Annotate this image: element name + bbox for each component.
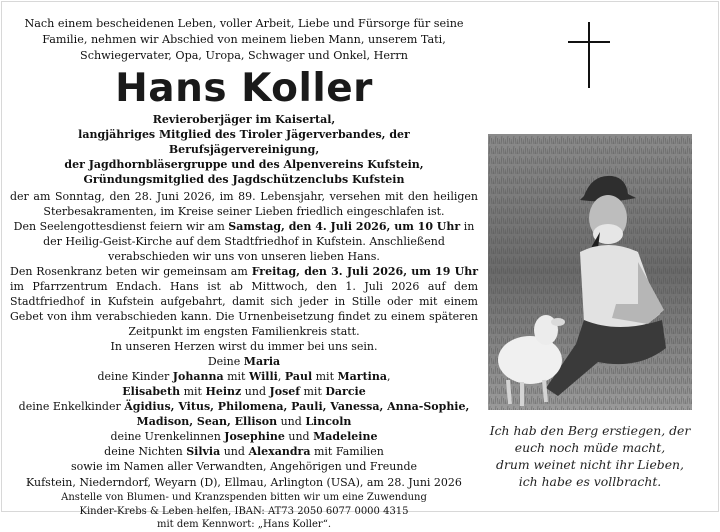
label: deine Enkelkinder [18,400,125,413]
deceased-name: Hans Koller [115,66,373,111]
connector: , [386,370,391,383]
person-name: Willi [248,370,278,383]
family-kids-2 [10,384,478,399]
connector: und [284,430,314,443]
intro-text [10,16,478,64]
lamb-ear [551,318,565,326]
place-date: Kufstein, Niederndorf, Weyarn (D), Ellmau, Arlington (USA), am 28. Juni 2026 [26,476,462,489]
intro-line: Nach einem bescheidenen Leben, voller Arbeit, Liebe und Fürsorge für seine [24,17,464,30]
family-grandchildren-2 [10,414,478,429]
hearts-line: In unseren Herzen wirst du immer bei uns sein. [110,340,378,353]
portrait-photo [488,134,692,410]
person-name: Josephine [224,430,285,443]
person-name: Heinz [205,385,242,398]
title-line: Revieroberjäger im Kaisertal, [152,113,336,126]
title-line: der Jagdhornbläsergruppe und des Alpenvereins Kufstein, [64,158,424,171]
connector: , [277,370,285,383]
connector: mit [300,385,326,398]
rosary-date: Freitag, den 3. Juli 2026, um 19 Uhr [251,265,479,278]
connector: mit [312,370,338,383]
cross-vertical [588,22,590,88]
label: deine Kinder [97,370,173,383]
rosary-info [10,264,478,339]
cross-icon [568,22,610,88]
donation-line: mit dem Kennwort: „Hans Koller“. [156,519,331,530]
person-name: Elisabeth [122,385,181,398]
intro-line: Schwiegervater, Opa, Uropa, Schwager und Onkel, Herrn [80,49,408,62]
lamb-body [498,336,562,384]
quote-line: euch noch müde macht, [514,440,666,455]
titles-block [10,112,478,187]
connector: mit [180,385,206,398]
title-line: langjähriges Mitglied des Tiroler Jägerverbandes, der Berufsjägervereinigung, [78,128,410,156]
person-name: Ägidius, Vitus, Philomena, Pauli, Vanessa, Anna-Sophie, [124,400,470,413]
memorial-quote [470,422,710,490]
cross-horizontal [568,41,610,43]
title-line: Gründungsmitglied des Jagdschützenclubs Kufstein [83,173,405,186]
rosary-post: im Pfarrzentrum Endach. Hans ist ab Mittwoch, den 1. Juli 2026 auf dem Stadtfriedhof in Kufstein aufgebahrt, damit sich jeder in Stille oder mit einem Gebet von ihm verabschieden kann. Die Urnenbeisetzung findet zu einem späteren Zeitpunkt im engsten Familienkreis statt. [10,280,478,338]
funeral-date: Samstag, den 4. Juli 2026, um 10 Uhr [228,220,461,233]
person-name: Silvia [186,445,221,458]
label: mit Familien [310,445,384,458]
donation-line: Anstelle von Blumen- und Kranzspenden bitten wir um eine Zuwendung [61,492,427,503]
connector: und [277,415,306,428]
family-kids-1 [10,369,478,384]
obituary-text-column [10,10,478,532]
person-name: Maria [243,355,281,368]
label: deine Urenkelinnen [110,430,225,443]
person-name: Johanna [172,370,224,383]
connector: und [220,445,249,458]
donation-notice [10,491,478,532]
person-name: Madeleine [313,430,378,443]
person-name: Alexandra [248,445,311,458]
family-relatives: sowie im Namen aller Verwandten, Angehörigen und Freunde [70,460,418,473]
family-list [10,354,478,474]
family-grandchildren [10,399,478,414]
family-great-grandchildren [10,429,478,444]
label: deine Nichten [104,445,187,458]
death-announcement: der am Sonntag, den 28. Juni 2026, im 89. Lebensjahr, versehen mit den heiligen Sterbesakramenten, im Kreise seiner Lieben friedlich eingeschlafen ist. [10,190,478,218]
quote-line: Ich hab den Berg erstiegen, der [489,423,691,438]
quote-line: drum weinet nicht ihr Lieben, [496,457,684,472]
intro-line: Familie, nehmen wir Abschied von meinem lieben Mann, unserem Tati, [42,33,446,46]
person-name: Darcie [325,385,366,398]
person-name: Paul [284,370,313,383]
funeral-post: in der Heilig-Geist-Kirche auf dem Stadtfriedhof in Kufstein. Anschließend verabschieden wir uns von unseren lieben Hans. [43,220,475,263]
funeral-pre: Den Seelengottesdienst feiern wir am [13,220,229,233]
person-name: Martina [337,370,387,383]
person-name: Josef [269,385,300,398]
quote-line: ich habe es vollbracht. [518,474,662,489]
connector: mit [223,370,249,383]
person-name: Madison, Sean, Ellison [136,415,278,428]
funeral-info [10,219,478,264]
donation-line: Kinder-Krebs & Leben helfen, IBAN: AT73 2050 6077 0000 4315 [79,505,409,517]
rosary-pre: Den Rosenkranz beten wir gemeinsam am [10,265,252,278]
person-name: Lincoln [305,415,352,428]
family-nieces [10,444,478,459]
connector: und [241,385,270,398]
family-wife [10,354,478,369]
label: Deine [207,355,244,368]
